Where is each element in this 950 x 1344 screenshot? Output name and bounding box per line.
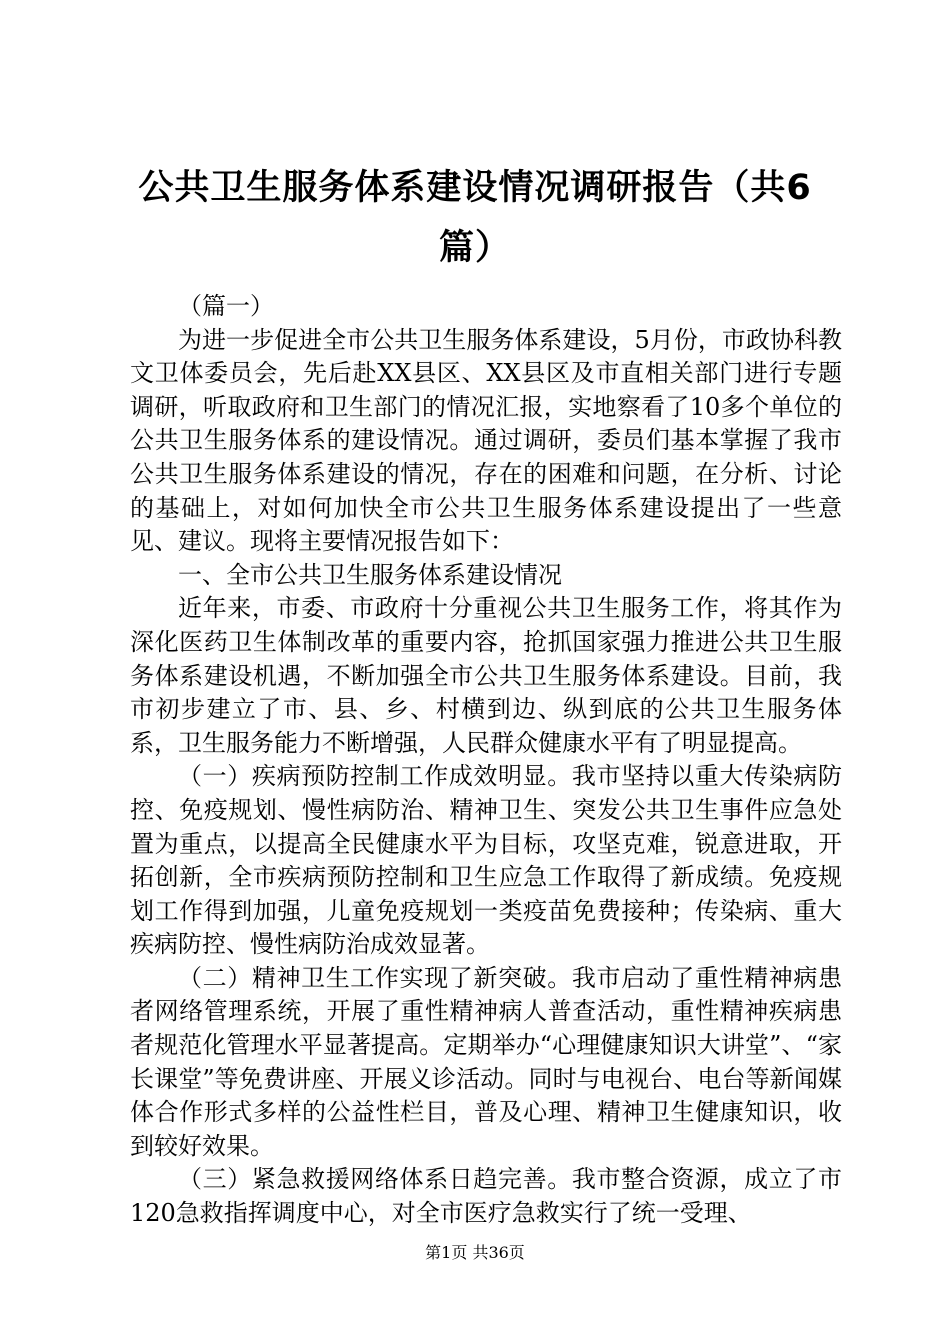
section-heading: 一、全市公共卫生服务体系建设情况 [178,560,562,589]
paragraph: （一）疾病预防控制工作成效明显。我市坚持以重大传染病防控、免疫规划、慢性病防治、精神卫生、突发公共卫生事件应急处置为重点，以提高全民健康水平为目标，攻坚克难，锐意进取，开拓创新，全市疾病预防控制和卫生应急工作取得了新成绩。免疫规划工作得到加强，儿童免疫规划一类疫苗免费接种；传染病、重大疾病防控、慢性病防治成效显著。 [130,762,842,959]
paragraph: （二）精神卫生工作实现了新突破。我市启动了重性精神病患者网络管理系统，开展了重性精神病人普查活动，重性精神疾病患者规范化管理水平显著提高。定期举办“心理健康知识大讲堂”、“家长课堂”等免费讲座、开展义诊活动。同时与电视台、电台等新闻媒体合作形式多样的公益性栏目，普及心理、精神卫生健康知识，收到较好效果。 [130,963,842,1160]
document-title: 公共卫生服务体系建设情况调研报告（共6篇） [138,168,812,268]
paragraph: （三）紧急救援网络体系日趋完善。我市整合资源，成立了市120急救指挥调度中心，对全市医疗急救实行了统一受理、 [130,1165,842,1228]
document-body [130,290,842,1231]
section-label: （篇一） [178,292,274,320]
paragraph: 为进一步促进全市公共卫生服务体系建设，5月份，市政协科教文卫体委员会，先后赴XX县区、XX县区及市直相关部门进行专题调研，听取政府和卫生部门的情况汇报，实地察看了10多个单位的公共卫生服务体系的建设情况。通过调研，委员们基本掌握了我市公共卫生服务体系建设的情况，存在的困难和问题，在分析、讨论的基础上，对如何加快全市公共卫生服务体系建设提出了一些意见、建议。现将主要情况报告如下： [130,325,842,556]
page-footer: 第1页 共36页 [425,1243,525,1262]
paragraph: 近年来，市委、市政府十分重视公共卫生服务工作，将其作为深化医药卫生体制改革的重要内容，抢抓国家强力推进公共卫生服务体系建设机遇，不断加强全市公共卫生服务体系建设。目前，我市初步建立了市、县、乡、村横到边、纵到底的公共卫生服务体系，卫生服务能力不断增强，人民群众健康水平有了明显提高。 [130,594,842,757]
